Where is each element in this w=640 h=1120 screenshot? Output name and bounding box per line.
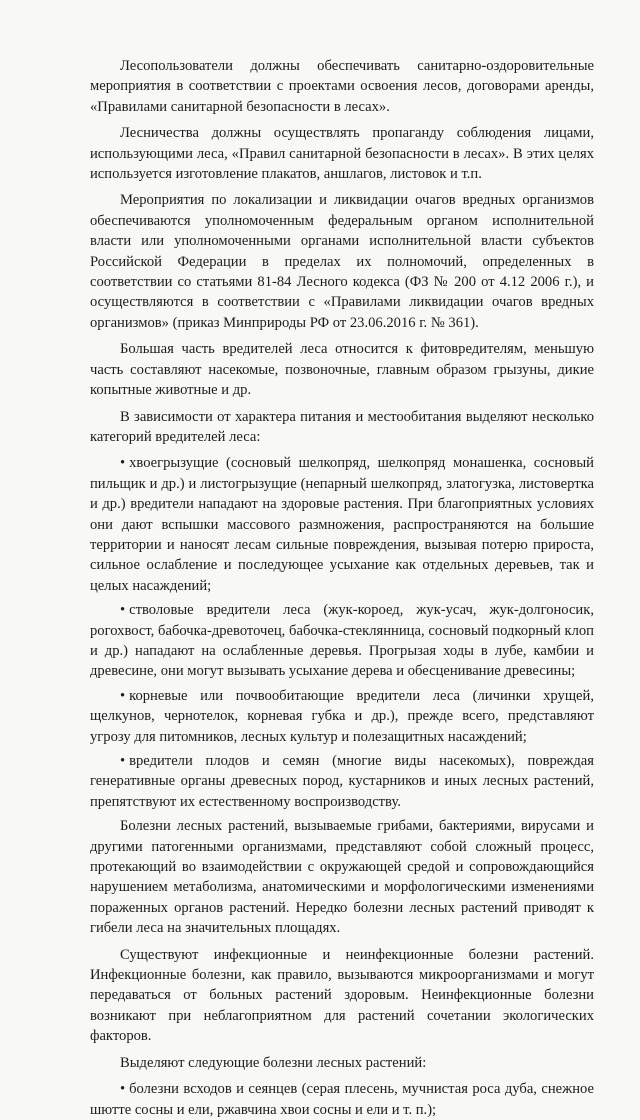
list-item	[90, 686, 594, 747]
list-item	[90, 600, 594, 682]
paragraph-disease-list-intro: Выделяют следующие болезни лесных растений:	[120, 1054, 427, 1071]
paragraph-pest-categories-intro: В зависимости от характера питания и местообитания выделяют несколько категорий вредителей леса:	[90, 408, 594, 445]
pest-categories-list	[90, 453, 594, 812]
disease-categories-list	[90, 1079, 594, 1120]
paragraph-forest-users: Лесопользователи должны обеспечивать санитарно-оздоровительные мероприятия в соответствии с проектами освоения лесов, договорами аренды, «Правилами санитарной безопасности в лесах».	[90, 58, 594, 115]
list-item-text: хвоегрызущие (сосновый шелкопряд, шелкопряд монашенка, сосновый пильщик и др.) и листогрызущие (непарный шелкопряд, златогузка, листовертка и др.) вредители нападают на здоровые растения. При благоприятных условиях они дают вспышки массового размножения, распространяются на большие территории и наносят лесам сильные повреждения, вызывая потерю прироста, сильное ослабление и последующее усыхание как отдельных деревьев, так и целых насаждений;	[90, 455, 594, 594]
paragraph-pest-composition: Большая часть вредителей леса относится к фитовредителям, меньшую часть составляют насекомые, позвоночные, главным образом грызуны, дикие копытные животные и др.	[90, 341, 594, 399]
bullet-icon: •	[120, 602, 126, 619]
bullet-icon: •	[120, 455, 126, 472]
list-item	[90, 1079, 594, 1120]
list-item-text: болезни всходов и сеянцев (серая плесень, мучнистая роса дуба, снежное шютте сосны и ели, ржавчина хвои сосны и ели и т. п.);	[90, 1081, 594, 1118]
bullet-icon: •	[120, 687, 126, 704]
bullet-icon: •	[120, 1081, 126, 1098]
paragraph-infectious-diseases: Существуют инфекционные и неинфекционные болезни растений. Инфекционные болезни, как правило, вызываются микроорганизмами и могут передаваться от больных растений здоровым. Неинфекционные болезни возникают при неблагоприятном для растений сочетании экологических факторов.	[90, 946, 594, 1045]
paragraph-forestries-propaganda: Лесничества должны осуществлять пропаганду соблюдения лицами, использующими леса, «Правил санитарной безопасности в лесах». В этих целях используется изготовление плакатов, аншлагов, листовок и т.п.	[90, 125, 594, 183]
bullet-icon: •	[120, 753, 126, 769]
list-item-text: стволовые вредители леса (жук-короед, жук-усач, жук-долгоносик, рогохвост, бабочка-древоточец, бабочка-стеклянница, сосновый подкорный клоп и др.) нападают на ослабленные деревья. Прогрызая ходы в лубе, камбии и древесине, они могут вызывать усыхание дерева и обесценивание древесины;	[90, 602, 594, 680]
list-item	[90, 453, 594, 596]
paragraph-pest-localization: Мероприятия по локализации и ликвидации очагов вредных организмов обеспечиваются уполномоченным федеральным органом исполнительной власти или уполномоченными органами исполнительной власти субъектов Российской Федерации в пределах их полномочий, определенных в соответствии со статьями 81-84 Лесного кодекса (ФЗ № 200 от 4.12 2006 г.), и осуществляются в соответствии с «Правилами ликвидации очагов вредных организмов» (приказ Минприроды РФ от 23.06.2016 г. № 361).	[90, 192, 594, 331]
paragraph-plant-diseases: Болезни лесных растений, вызываемые грибами, бактериями, вирусами и другими патогенными организмами, представляют собой сложный процесс, протекающий во взаимодействии с окружающей средой и сопровождающийся нарушением метаболизма, анатомическими и морфологическими изменениями пораженных органов растений. Нередко болезни лесных растений приводят к гибели леса на значительных площадях.	[90, 818, 594, 937]
list-item-text: корневые или почвообитающие вредители леса (личинки хрущей, щелкунов, чернотелок, корневая губка и др.), прежде всего, представляют угрозу для питомников, лесных культур и полезащитных насаждений;	[90, 687, 594, 745]
list-item-text: вредители плодов и семян (многие виды насекомых), повреждая генеративные органы древесных пород, кустарников и иных лесных растений, препятствуют их естественному воспроизводству.	[90, 753, 594, 810]
list-item	[90, 751, 594, 812]
